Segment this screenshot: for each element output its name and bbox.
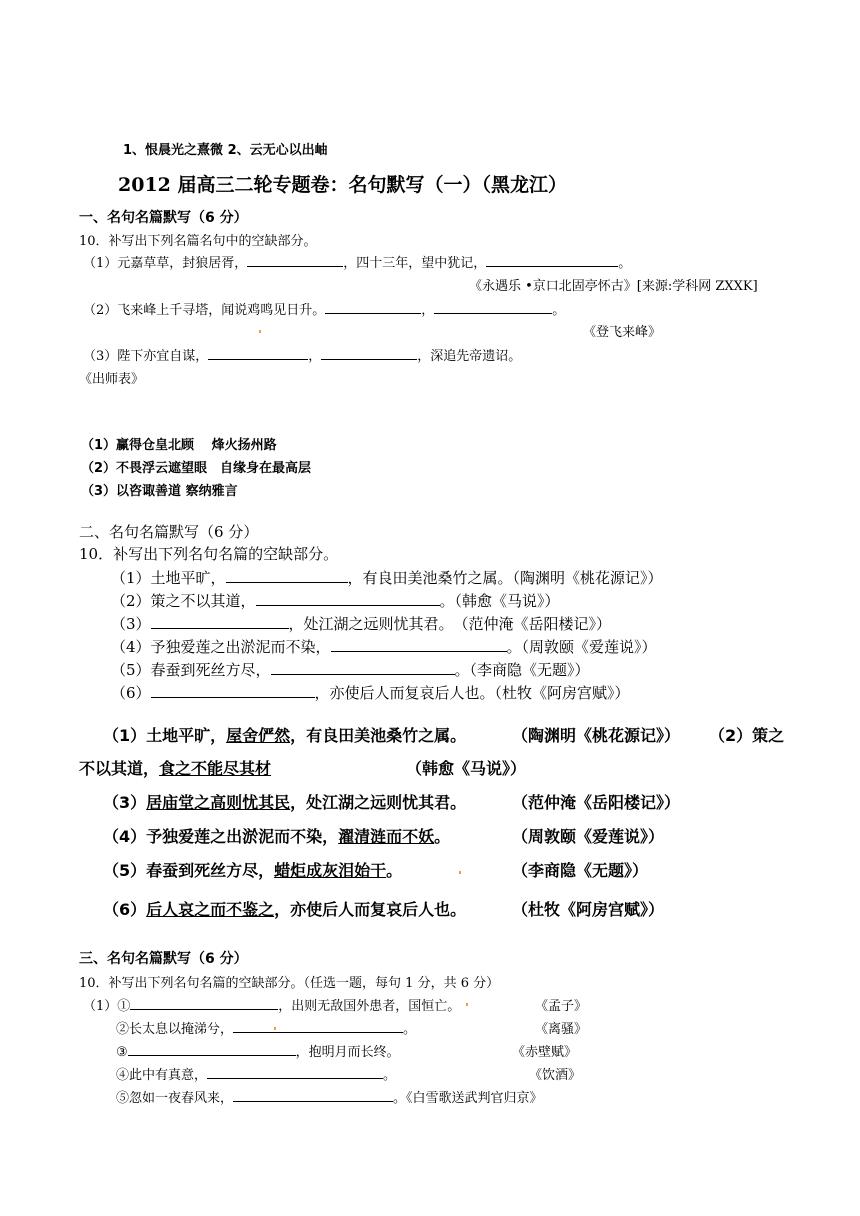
s2-answer-3: （3）居庙堂之高则忧其民，处江湖之远则忧其君。 [103, 793, 467, 812]
s2-answer-6: （6）后人哀之而不鉴之，亦使后人而复哀后人也。 [103, 900, 467, 919]
s1-answer-1: （1）赢得仓皇北顾 烽火扬州路 [81, 438, 277, 453]
s1-q1-source: 《永遇乐 •京口北固亭怀古》[来源:学科网 ZXXK] [469, 279, 758, 294]
s2-question-3: （3） ，处江湖之远则忧其君。 （范仲淹《岳阳楼记》） [111, 615, 612, 633]
answer-blank[interactable] [331, 638, 507, 652]
s3-q1-source: 《孟子》 [535, 999, 588, 1014]
stray-mark [459, 871, 461, 874]
s2-answer-5-source: （李商隐《无题》） [512, 861, 649, 880]
s2-question-2: （2）策之不以其道， 。（韩愈《马说》） [111, 592, 560, 610]
s3-q3-source: 《赤壁赋》 [512, 1045, 578, 1060]
answer-blank[interactable] [325, 300, 421, 314]
section1-instruction: 10．补写出下列名篇名句中的空缺部分。 [79, 234, 317, 249]
answer-blank[interactable] [233, 1088, 393, 1102]
s3-q4-source: 《饮酒》 [529, 1068, 582, 1083]
s2-question-4: （4）予独爱莲之出淤泥而不染， 。（周敦颐《爱莲说》） [111, 638, 657, 656]
s1-answer-3: （3）以咨诹善道 察纳雅言 [81, 484, 238, 499]
stray-mark [259, 330, 261, 333]
s3-question-5: ⑤忽如一夜春风来， 。《白雪歌送武判官归京》 [116, 1087, 543, 1106]
s1-q2-source: 《登飞来峰》 [583, 325, 662, 340]
s2-answer-2: 不以其道，食之不能尽其材 [79, 759, 272, 778]
s3-question-1: （1）① ，出则无敌国外患者，国恒亡。 [83, 995, 460, 1014]
s2-question-6: （6） ，亦使后人而复哀后人也。（杜牧《阿房宫赋》） [111, 684, 630, 702]
s1-q3-source: 《出师表》 [79, 372, 145, 387]
s3-question-4: ④此中有真意， 。 [116, 1064, 396, 1083]
section3-instruction: 10．补写出下列名句名篇的空缺部分。（任选一题，每句 1 分，共 6 分） [79, 976, 500, 991]
answer-blank[interactable] [128, 1042, 296, 1056]
s2-answer-3-source: （范仲淹《岳阳楼记》） [512, 793, 681, 812]
answer-blank[interactable] [226, 569, 348, 583]
s2-answer-5: （5）春蚕到死丝方尽，蜡炬成灰泪始干。 [103, 861, 403, 880]
answer-blank[interactable] [233, 1019, 403, 1033]
s2-answer-2-head: （2）策之 [709, 726, 785, 745]
stray-mark [466, 1003, 468, 1006]
s1-question-3: （3）陛下亦宜自谋， ， ，深追先帝遗诏。 [83, 345, 521, 364]
answer-blank[interactable] [486, 253, 618, 267]
s1-question-1: （1）元嘉草草，封狼居胥， ，四十三年，望中犹记， 。 [83, 252, 631, 271]
section3-heading: 三、名句名篇默写（6 分） [79, 951, 248, 967]
top-note: 1、恨晨光之熹微 2、云无心以出岫 [123, 143, 328, 158]
s3-q2-source: 《离骚》 [535, 1022, 588, 1037]
answer-blank[interactable] [208, 346, 308, 360]
s2-question-1: （1）土地平旷， ，有良田美池桑竹之属。（陶渊明《桃花源记》） [111, 569, 663, 587]
answer-blank[interactable] [151, 615, 289, 629]
answer-blank[interactable] [271, 661, 455, 675]
s2-answer-4-source: （周敦颐《爱莲说》） [512, 827, 665, 846]
section2-instruction: 10．补写出下列名句名篇的空缺部分。 [79, 545, 339, 563]
s2-answer-1-source: （陶渊明《桃花源记》） [512, 726, 681, 745]
answer-blank[interactable] [130, 996, 278, 1010]
section2-heading: 二、名句名篇默写（6 分） [79, 523, 259, 541]
s2-answer-2-source: （韩愈《马说》） [406, 759, 527, 778]
answer-blank[interactable] [247, 253, 343, 267]
s2-answer-1: （1）土地平旷，屋舍俨然，有良田美池桑竹之属。 [103, 726, 467, 745]
page-title: 2012 届高三二轮专题卷：名句默写（一）（黑龙江） [118, 174, 567, 196]
answer-blank[interactable] [321, 346, 417, 360]
s1-question-2: （2）飞来峰上千寻塔，闻说鸡鸣见日升。 ， 。 [83, 299, 565, 318]
s2-question-5: （5）春蚕到死丝方尽， 。（李商隐《无题》） [111, 661, 590, 679]
s1-answer-2: （2）不畏浮云遮望眼 自缘身在最高层 [81, 461, 312, 476]
answer-blank[interactable] [256, 592, 440, 606]
section1-heading: 一、名句名篇默写（6 分） [79, 210, 248, 226]
s2-answer-6-source: （杜牧《阿房宫赋》） [512, 900, 665, 919]
stray-mark [274, 1027, 276, 1030]
answer-blank[interactable] [207, 1065, 383, 1079]
answer-blank[interactable] [434, 300, 552, 314]
answer-blank[interactable] [151, 684, 315, 698]
s3-question-3: ③ ，抱明月而长终。 [116, 1041, 400, 1060]
s2-answer-4: （4）予独爱莲之出淤泥而不染，濯清涟而不妖。 [103, 827, 451, 846]
s3-question-2: ②长太息以掩涕兮， 。 [116, 1018, 416, 1037]
